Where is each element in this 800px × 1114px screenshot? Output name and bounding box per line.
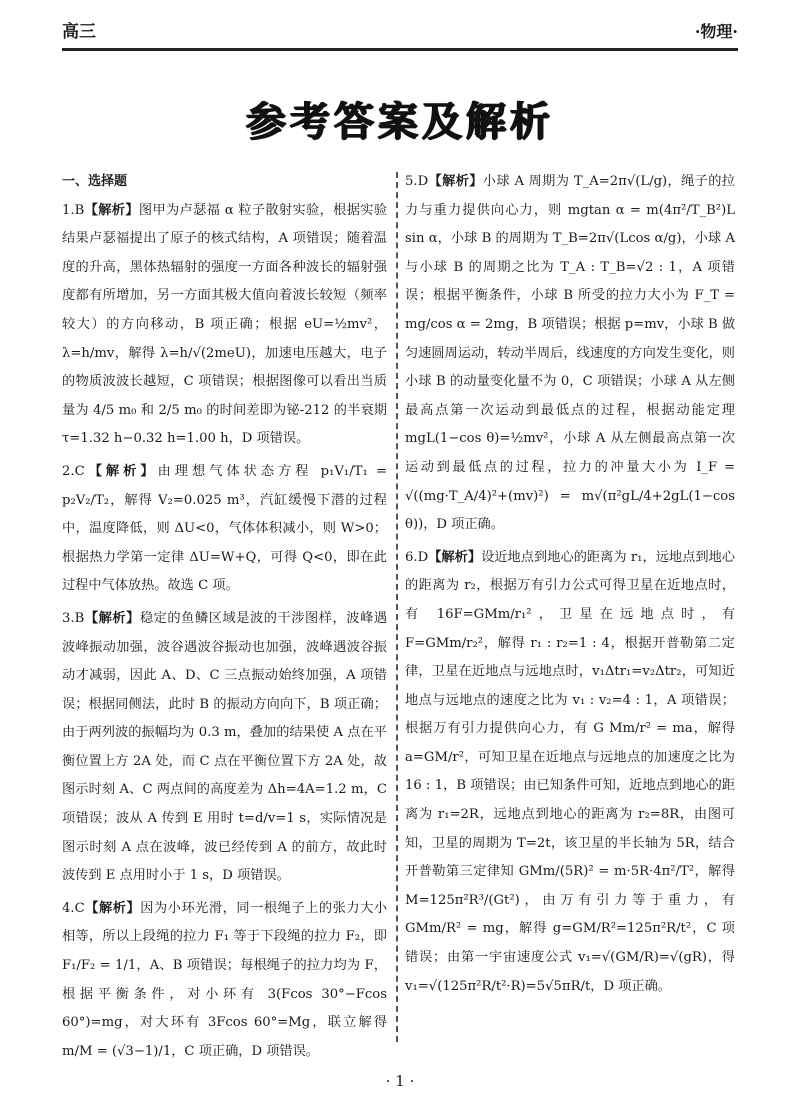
analysis-label: 【解析】	[428, 549, 482, 565]
analysis-text: 因为小环光滑，同一根绳子上的张力大小相等，所以上段绳的拉力 F₁ 等于下段绳的拉力 F₂，即 F₁/F₂ = 1/1，A、B 项错误；每根绳子的拉力均为 F，根据平衡条件，对小环有 3(Fcos 30°−Fcos 60°)=mg，对大环有 3Fcos 60°=Mg，联立解得 m/M = (√3−1)/1，C 项正确，D 项错误。	[62, 900, 388, 1059]
answer-number: 5.D	[405, 174, 429, 189]
answer-item	[62, 458, 387, 601]
page-header	[62, 10, 738, 51]
answer-number: 2.C	[62, 463, 85, 479]
header-subject: ·物理·	[694, 22, 738, 41]
right-column	[405, 168, 735, 1005]
analysis-text: 由理想气体状态方程 p₁V₁/T₁ = p₂V₂/T₂，解得 V₂=0.025 m³，汽缸缓慢下潜的过程中，温度降低，则 ΔU<0，气体体积减小，则 W>0；根据热力学第一定律 ΔU=W+Q，可得 Q<0，即在此过程中气体放热。故选 C 项。	[62, 463, 388, 594]
analysis-text: 小球 A 周期为 T_A=2π√(L/g)，绳子的拉力与重力提供向心力，则 mgtan α = m(4π²/T_B²)L sin α，小球 B 的周期为 T_B=2π√(Lcos α/g)，小球 A 与小球 B 的周期之比为 T_A : T_B=√2 : 1，A 项错误；根据平衡条件，小球 B 所受的拉力大小为 F_T = mg/cos α = 2mg，B 项错误；根据 p=mv，小球 B 做匀速圆周运动，转动半周后，线速度的方向发生变化，则小球 B 的动量变化量不为 0，C 项错误；小球 A 从左侧最高点第一次运动到最低点的过程，根据动能定理 mgL(1−cos θ)=½mv²，小球 A 从左侧最高点第一次运动到最低点的过程，拉力的冲量大小为 I_F = √((mg·T_A/4)²+(mv)²) = m√(π²gL/4+2gL(1−cos θ))，D 项正确。	[405, 174, 736, 533]
analysis-label: 【解析】	[84, 202, 139, 218]
answer-item	[405, 544, 735, 1002]
page-title: 参考答案及解析	[246, 99, 554, 145]
answer-number: 3.B	[62, 610, 85, 626]
column-divider	[396, 172, 398, 1042]
answer-item	[62, 605, 387, 891]
section-title: 一、选择题	[62, 174, 128, 189]
answer-number: 1.B	[62, 202, 85, 218]
analysis-label: 【解析】	[84, 463, 158, 479]
analysis-label: 【解析】	[84, 610, 140, 626]
analysis-label: 【解析】	[428, 174, 483, 189]
answer-item	[62, 197, 387, 454]
page-number: · 1 ·	[385, 1072, 415, 1090]
answer-number: 4.C	[62, 900, 85, 916]
analysis-text: 设近地点到地心的距离为 r₁，远地点到地心的距离为 r₂，根据万有引力公式可得卫星在近地点时，有 16F=GMm/r₁²，卫星在远地点时，有 F=GMm/r₂²，解得 r₁ : r₂=1 : 4，根据开普勒第二定律，卫星在近地点与远地点时，v₁Δtr₁=v₂Δtr₂，可知近地点与远地点的速度之比为 v₁ : v₂=4 : 1，A 项错误；根据万有引力提供向心力，有 G Mm/r² = ma，解得 a=GM/r²，可知卫星在近地点与远地点的加速度之比为 16 : 1，B 项错误；由已知条件可知，近地点到地心的距离为 r₁=2R，远地点到地心的距离为 r₂=8R，由图可知，卫星的周期为 T=2t，该卫星的半长轴为 5R，结合开普勒第三定律知 GMm/(5R)² = m·5R·4π²/T²，解得 M=125π²R³/(Gt²)，由万有引力等于重力，有 GMm/R² = mg，解得 g=GM/R²=125π²R/t²，C 项错误；由第一宇宙速度公式 v₁=√(GM/R)=√(gR)，得 v₁=√(125π²R/t²·R)=5√5πR/t，D 项正确。	[405, 549, 736, 994]
answer-number: 6.D	[405, 549, 429, 565]
answer-item	[62, 895, 387, 1067]
analysis-label: 【解析】	[84, 900, 141, 916]
answer-item	[405, 168, 735, 540]
analysis-text: 稳定的鱼鳞区域是波的干涉图样，波峰遇波峰振动加强，波谷遇波谷振动也加强，波峰遇波谷振动才减弱，因此 A、D、C 三点振动始终加强，A 项错误；根据同侧法，此时 B 的振动方向向下，B 项正确；由于两列波的振幅均为 0.3 m，叠加的结果使 A 点在平衡位置上方 2A 处，而 C 点在平衡位置下方 2A 处，故图示时刻 A、C 两点间的高度差为 Δh=4A=1.2 m，C 项错误；波从 A 传到 E 用时 t=d/v=1 s，实际情况是图示时刻 A 点在波峰，波已经传到 A 的前方，故此时波传到 E 点用时小于 1 s，D 项错误。	[62, 610, 388, 884]
analysis-text: 图甲为卢瑟福 α 粒子散射实验，根据实验结果卢瑟福提出了原子的核式结构，A 项错误；随着温度的升高，黑体热辐射的强度一方面各种波长的辐射强度都有所增加，另一方面其极大值向着波长较短（频率较大）的方向移动，B 项正确；根据 eU=½mv²，λ=h/mv，解得 λ=h/√(2meU)，加速电压越大，电子的物质波波长越短，C 项错误；根据图像可以看出当质量为 4/5 m₀ 和 2/5 m₀ 的时间差即为铋-212 的半衰期 τ=1.32 h−0.32 h=1.00 h，D 项错误。	[62, 202, 388, 447]
left-column	[62, 168, 387, 1070]
header-grade: 高三	[62, 22, 96, 42]
